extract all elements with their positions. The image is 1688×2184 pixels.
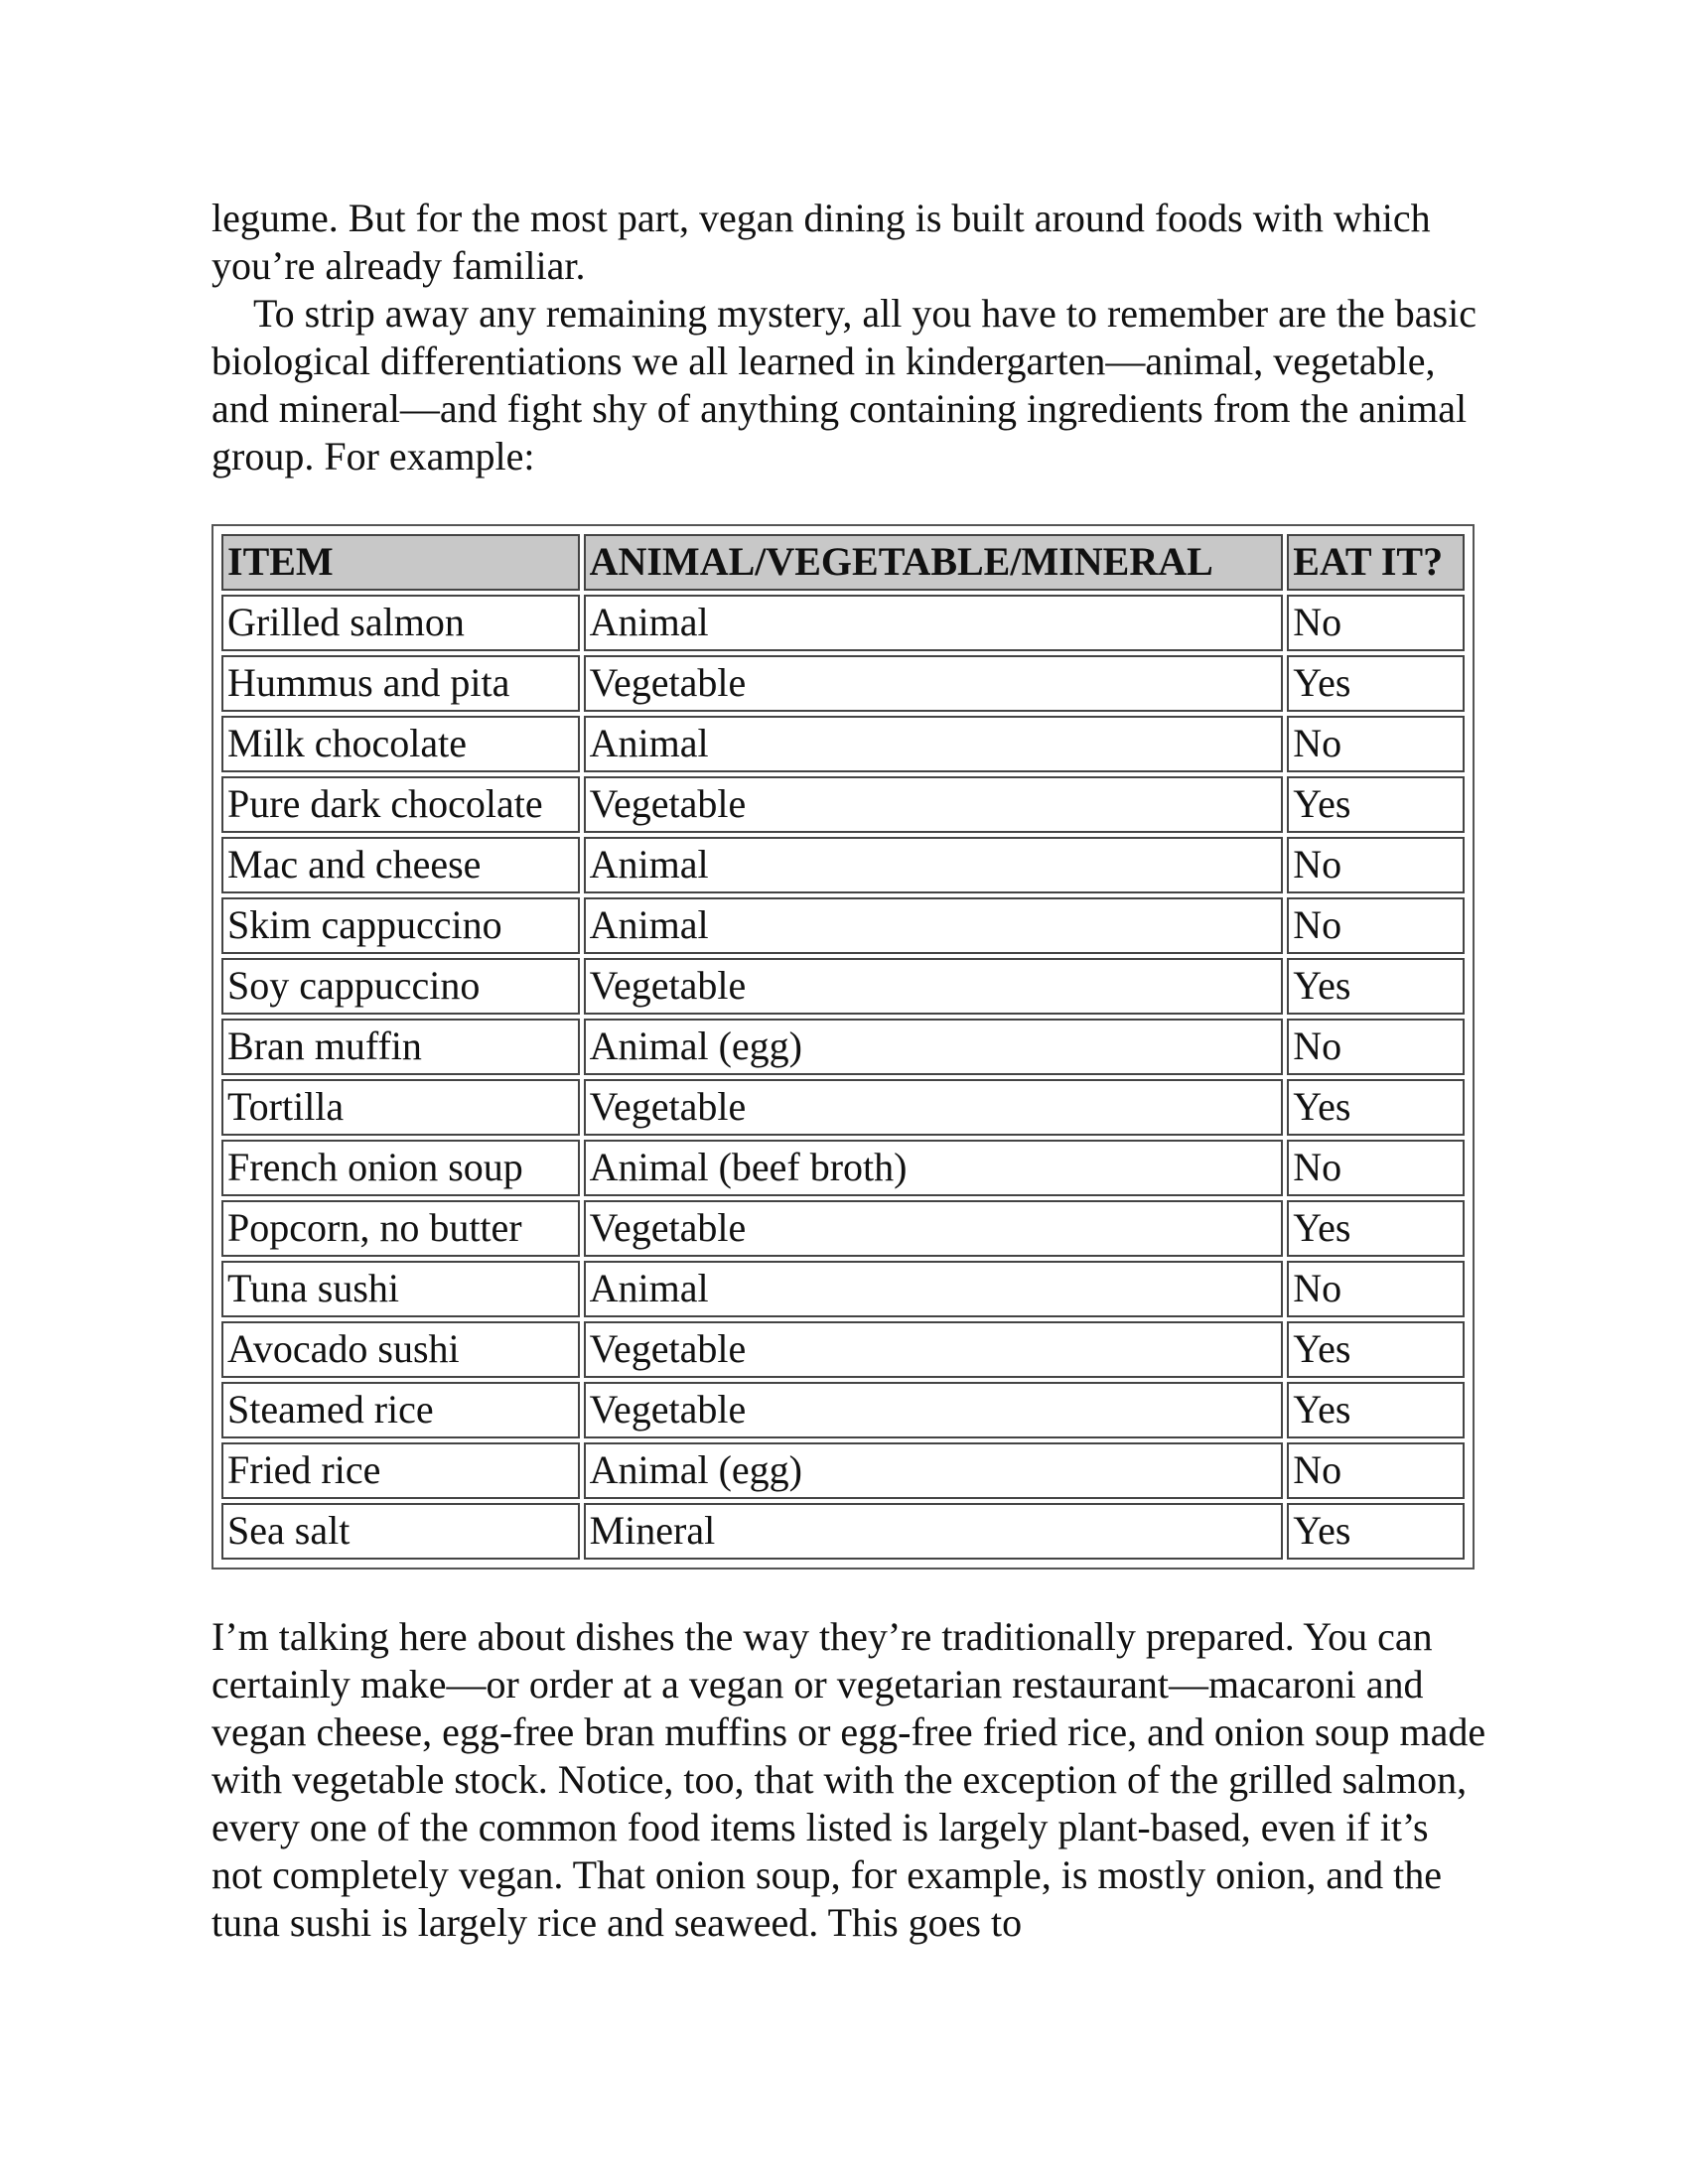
cell-category: Animal xyxy=(584,595,1284,651)
cell-item: Milk chocolate xyxy=(221,716,580,772)
cell-item: Fried rice xyxy=(221,1442,580,1499)
cell-eat-it: Yes xyxy=(1287,1382,1465,1438)
table-row xyxy=(221,1200,1465,1257)
intro-paragraph-1: legume. But for the most part, vegan dining is built around foods with which you’re already familiar. xyxy=(211,196,1431,288)
document-page xyxy=(211,195,1487,1947)
cell-eat-it: Yes xyxy=(1287,958,1465,1015)
table-row xyxy=(221,595,1465,651)
food-table-frame xyxy=(211,524,1475,1570)
table-row xyxy=(221,1261,1465,1317)
cell-eat-it: No xyxy=(1287,837,1465,893)
table-row xyxy=(221,1503,1465,1560)
header-item: ITEM xyxy=(221,534,580,591)
cell-item: Soy cappuccino xyxy=(221,958,580,1015)
table-row xyxy=(221,1140,1465,1196)
cell-item: Hummus and pita xyxy=(221,655,580,712)
cell-eat-it: Yes xyxy=(1287,1079,1465,1136)
table-header-row xyxy=(221,534,1465,591)
cell-eat-it: No xyxy=(1287,1019,1465,1075)
cell-category: Mineral xyxy=(584,1503,1284,1560)
cell-category: Animal xyxy=(584,837,1284,893)
header-eat-it: EAT IT? xyxy=(1287,534,1465,591)
table-row xyxy=(221,716,1465,772)
cell-category: Vegetable xyxy=(584,655,1284,712)
cell-item: Bran muffin xyxy=(221,1019,580,1075)
table-row xyxy=(221,1442,1465,1499)
cell-eat-it: No xyxy=(1287,1442,1465,1499)
cell-category: Animal xyxy=(584,1261,1284,1317)
cell-item: Grilled salmon xyxy=(221,595,580,651)
cell-item: Steamed rice xyxy=(221,1382,580,1438)
cell-item: Popcorn, no butter xyxy=(221,1200,580,1257)
cell-item: Skim cappuccino xyxy=(221,897,580,954)
cell-eat-it: No xyxy=(1287,716,1465,772)
table-row xyxy=(221,1321,1465,1378)
cell-category: Animal (egg) xyxy=(584,1442,1284,1499)
cell-eat-it: Yes xyxy=(1287,1503,1465,1560)
table-row xyxy=(221,1079,1465,1136)
cell-item: French onion soup xyxy=(221,1140,580,1196)
cell-eat-it: Yes xyxy=(1287,1321,1465,1378)
cell-category: Vegetable xyxy=(584,1382,1284,1438)
header-animal-vegetable-mineral: ANIMAL/VEGETABLE/MINERAL xyxy=(584,534,1284,591)
cell-item: Sea salt xyxy=(221,1503,580,1560)
cell-category: Animal (beef broth) xyxy=(584,1140,1284,1196)
cell-category: Vegetable xyxy=(584,1321,1284,1378)
cell-eat-it: Yes xyxy=(1287,1200,1465,1257)
cell-item: Pure dark chocolate xyxy=(221,776,580,833)
cell-item: Tortilla xyxy=(221,1079,580,1136)
cell-category: Vegetable xyxy=(584,1200,1284,1257)
cell-eat-it: Yes xyxy=(1287,776,1465,833)
cell-category: Vegetable xyxy=(584,958,1284,1015)
cell-item: Mac and cheese xyxy=(221,837,580,893)
cell-item: Avocado sushi xyxy=(221,1321,580,1378)
table-row xyxy=(221,776,1465,833)
cell-eat-it: Yes xyxy=(1287,655,1465,712)
cell-category: Animal (egg) xyxy=(584,1019,1284,1075)
cell-category: Vegetable xyxy=(584,776,1284,833)
cell-item: Tuna sushi xyxy=(221,1261,580,1317)
table-row xyxy=(221,1382,1465,1438)
outro-paragraph: I’m talking here about dishes the way they’re traditionally prepared. You can certainly make—or order at a vegan or vegetarian restaurant—macaroni and vegan cheese, egg-free bran muffins or egg-free fried rice, and onion soup made with vegetable stock. Notice, too, that with the exception of the grilled salmon, every one of the common food items listed is largely plant-based, even if it’s not completely vegan. That onion soup, for example, is mostly onion, and the tuna sushi is largely rice and seaweed. This goes to xyxy=(211,1614,1486,1945)
cell-category: Animal xyxy=(584,716,1284,772)
cell-eat-it: No xyxy=(1287,595,1465,651)
cell-category: Animal xyxy=(584,897,1284,954)
cell-eat-it: No xyxy=(1287,1261,1465,1317)
table-row xyxy=(221,897,1465,954)
table-row xyxy=(221,655,1465,712)
table-row xyxy=(221,837,1465,893)
food-classification-table xyxy=(217,530,1469,1564)
intro-paragraph-2: To strip away any remaining mystery, all you have to remember are the basic biological differentiations we all learned in kindergarten—animal, vegetable, and mineral—and fight shy of anything containing ingredients from the animal group. For example: xyxy=(211,291,1477,478)
cell-eat-it: No xyxy=(1287,897,1465,954)
cell-category: Vegetable xyxy=(584,1079,1284,1136)
table-row xyxy=(221,958,1465,1015)
table-row xyxy=(221,1019,1465,1075)
cell-eat-it: No xyxy=(1287,1140,1465,1196)
